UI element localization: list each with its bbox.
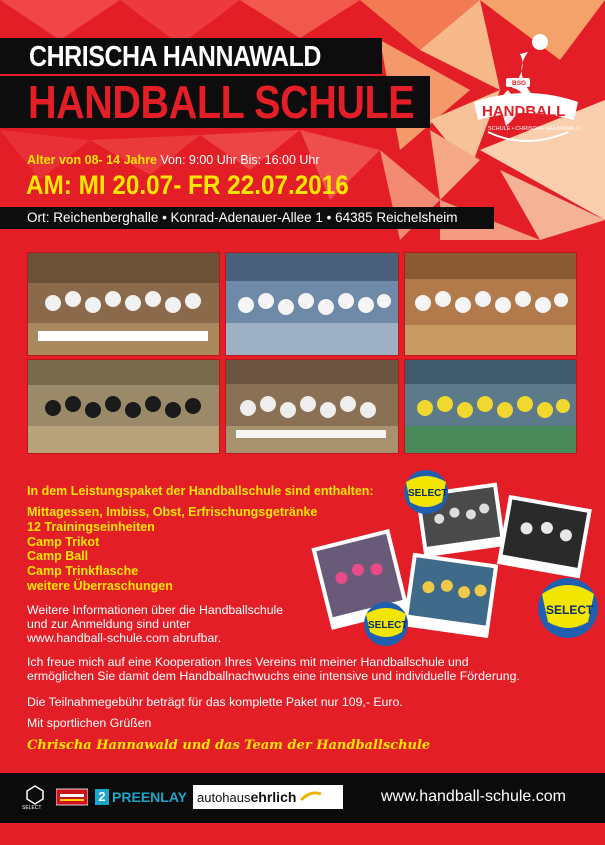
sponsor-logo-red [56, 785, 88, 809]
autohaus-logo [193, 785, 343, 809]
swoosh-icon [300, 790, 322, 804]
handball-ball-bottom [364, 602, 408, 646]
svg-text:SELECT: SELECT [368, 620, 408, 631]
group-photo-1 [27, 252, 220, 356]
info-line: und zur Anmeldung sind unter [27, 617, 191, 631]
handball-ball-top [404, 470, 448, 514]
age-label: Alter von 08- 14 Jahre [27, 153, 157, 167]
package-item: 12 Trainingseinheiten [27, 519, 155, 534]
preenlay-wordmark: PREENLAY [112, 789, 187, 805]
coach-name: CHRISCHA HANNAWALD [29, 41, 321, 73]
website-url[interactable]: www.handball-schule.com [381, 788, 566, 805]
package-item: Camp Trikot [27, 534, 100, 549]
page-title: HANDBALL SCHULE [28, 76, 415, 128]
group-photo-4 [27, 359, 220, 454]
cooperation-line: Ich freue mich auf eine Kooperation Ihres Vereins mit meiner Handballschule und [27, 655, 469, 669]
group-photo-5 [225, 359, 399, 454]
package-item: Camp Ball [27, 549, 89, 564]
package-title: In dem Leistungspaket der Handballschule sind enthalten: [27, 484, 374, 498]
svg-text:SCHULE • CHRISCHA HANNAWALD: SCHULE • CHRISCHA HANNAWALD [488, 126, 580, 132]
signature: Chrischa Hannawald und das Team der Handballschule [27, 738, 431, 753]
info-line: www.handball-schule.com abrufbar. [27, 631, 222, 645]
group-photo-3 [404, 252, 577, 356]
svg-text:SELECT: SELECT [22, 805, 42, 809]
venue-address: Ort: Reichenberghalle • Konrad-Adenauer-Allee 1 • 64385 Reichelsheim [27, 210, 458, 225]
package-item: Camp Trinkflasche [27, 564, 139, 579]
age-and-times [27, 153, 320, 167]
group-photo-2 [225, 252, 399, 356]
preenlay-mark-icon: 2 [95, 789, 109, 805]
cooperation-text [27, 655, 520, 683]
photo-collage [310, 468, 602, 646]
autohaus-name: ehrlich [250, 789, 297, 805]
handball-school-logo [468, 28, 584, 156]
handball-ball-right [538, 578, 598, 638]
times-label: Von: 9:00 Uhr Bis: 16:00 Uhr [160, 153, 320, 167]
group-photo-6 [404, 359, 577, 454]
autohaus-prefix: autohaus [197, 789, 251, 805]
svg-text:SELECT: SELECT [546, 603, 594, 617]
info-text [27, 603, 283, 645]
event-dates: AM: MI 20.07- FR 22.07.2016 [26, 170, 349, 200]
package-item: weitere Überraschungen [27, 578, 173, 593]
preenlay-logo [95, 785, 187, 809]
cooperation-line: ermöglichen Sie damit dem Handballnachwuchs eine intensive und individuelle Förderung. [27, 669, 520, 683]
svg-text:BSG: BSG [512, 80, 527, 87]
fee-text: Die Teilnahmegebühr beträgt für das komplette Paket nur 109,- Euro. [27, 695, 403, 709]
svg-text:SELECT: SELECT [408, 488, 448, 499]
svg-text:HANDBALL: HANDBALL [482, 103, 566, 120]
select-logo [22, 785, 48, 809]
package-item: Mittagessen, Imbiss, Obst, Erfrischungsgetränke [27, 505, 318, 519]
info-line: Weitere Informationen über die Handballschule [27, 603, 284, 617]
footer-bottom-strip [0, 823, 605, 845]
greeting-text: Mit sportlichen Grüßen [27, 716, 152, 730]
